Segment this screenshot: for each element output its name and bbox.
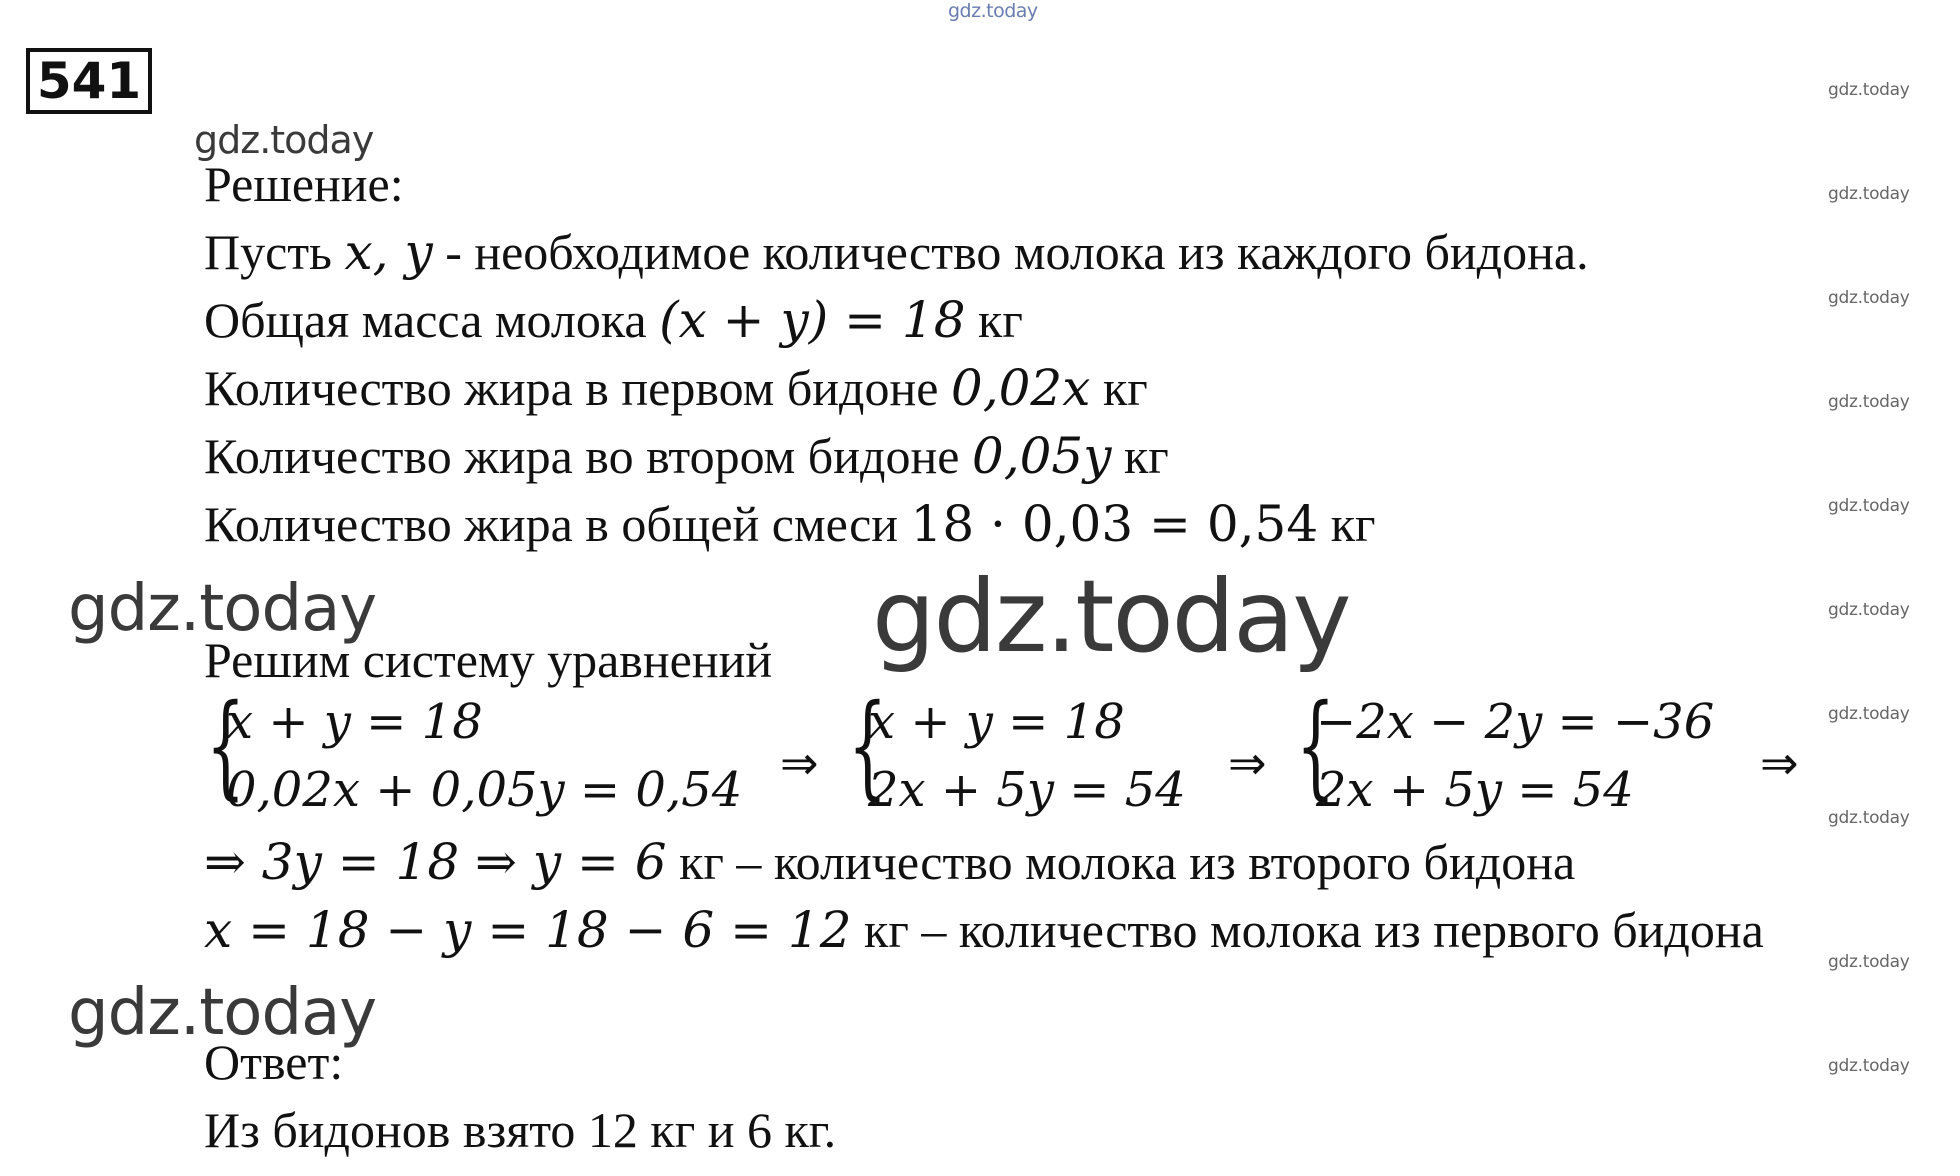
result-line-2: [204, 900, 1764, 960]
watermark-side: gdz.today: [1828, 600, 1910, 620]
system-1-row-2: 0,02x + 0,05y = 0,54: [226, 762, 743, 818]
text: Количество жира в первом бидоне: [204, 360, 951, 416]
result-line-1: [204, 832, 1575, 892]
watermark-medium: gdz.today: [68, 572, 377, 646]
watermark-side: gdz.today: [1828, 80, 1910, 100]
watermark-side: gdz.today: [1828, 184, 1910, 204]
problem-number: 541: [26, 48, 152, 114]
watermark-side: gdz.today: [1828, 288, 1910, 308]
watermark-side: gdz.today: [1828, 704, 1910, 724]
solution-line-3: [204, 358, 1148, 418]
text: Общая масса молока: [204, 292, 660, 348]
math-expression: 18 · 0,03 = 0,54: [910, 495, 1319, 553]
implies-arrow: ⇒: [780, 736, 819, 790]
math-expression: (x + y) = 18: [659, 291, 966, 349]
text: Количество жира в общей смеси: [204, 496, 911, 552]
system-2-row-1: x + y = 18: [868, 694, 1125, 750]
watermark-top: gdz.today: [948, 0, 1038, 22]
math-expression: x, y: [344, 223, 433, 281]
unit: кг: [1111, 428, 1169, 484]
watermark-small: gdz.today: [194, 118, 374, 162]
math-expression: x = 18 − y = 18 − 6 = 12: [204, 901, 852, 959]
answer-text: Из бидонов взято 12 кг и 6 кг.: [204, 1102, 837, 1158]
implies-arrow: ⇒: [1760, 736, 1799, 790]
watermark-side: gdz.today: [1828, 1056, 1910, 1076]
solution-line-5: [204, 494, 1376, 554]
system-3-row-1: −2x − 2y = −36: [1316, 694, 1715, 750]
text: Пусть: [204, 224, 345, 280]
system-2-row-2: 2x + 5y = 54: [868, 762, 1186, 818]
watermark-side: gdz.today: [1828, 952, 1910, 972]
watermark-large: gdz.today: [872, 558, 1350, 675]
math-expression: 0,05y: [971, 427, 1112, 485]
solution-line-4: [204, 426, 1169, 486]
watermark-side: gdz.today: [1828, 808, 1910, 828]
text: кг – количество молока из второго бидона: [666, 834, 1576, 890]
system-1-row-1: x + y = 18: [226, 694, 483, 750]
left-brace: {: [848, 681, 888, 811]
solution-line-1: [204, 222, 1589, 282]
system-3-row-2: 2x + 5y = 54: [1316, 762, 1634, 818]
text: Количество жира во втором бидоне: [204, 428, 972, 484]
unit: кг: [965, 292, 1023, 348]
left-brace: {: [206, 681, 246, 811]
math-expression: ⇒ 3y = 18 ⇒ y = 6: [204, 833, 667, 891]
system-heading: Решим систему уравнений: [204, 632, 773, 688]
answer-heading: Ответ:: [204, 1034, 344, 1090]
solution-heading: Решение:: [204, 156, 404, 212]
left-brace: {: [1296, 681, 1336, 811]
implies-arrow: ⇒: [1228, 736, 1267, 790]
text: - необходимое количество молока из каждого бидона.: [432, 224, 1589, 280]
watermark-side: gdz.today: [1828, 496, 1910, 516]
unit: кг: [1090, 360, 1148, 416]
unit: кг: [1318, 496, 1376, 552]
watermark-medium: gdz.today: [68, 976, 377, 1050]
watermark-side: gdz.today: [1828, 392, 1910, 412]
text: кг – количество молока из первого бидона: [851, 902, 1764, 958]
math-expression: 0,02x: [950, 359, 1091, 417]
solution-line-2: [204, 290, 1023, 350]
